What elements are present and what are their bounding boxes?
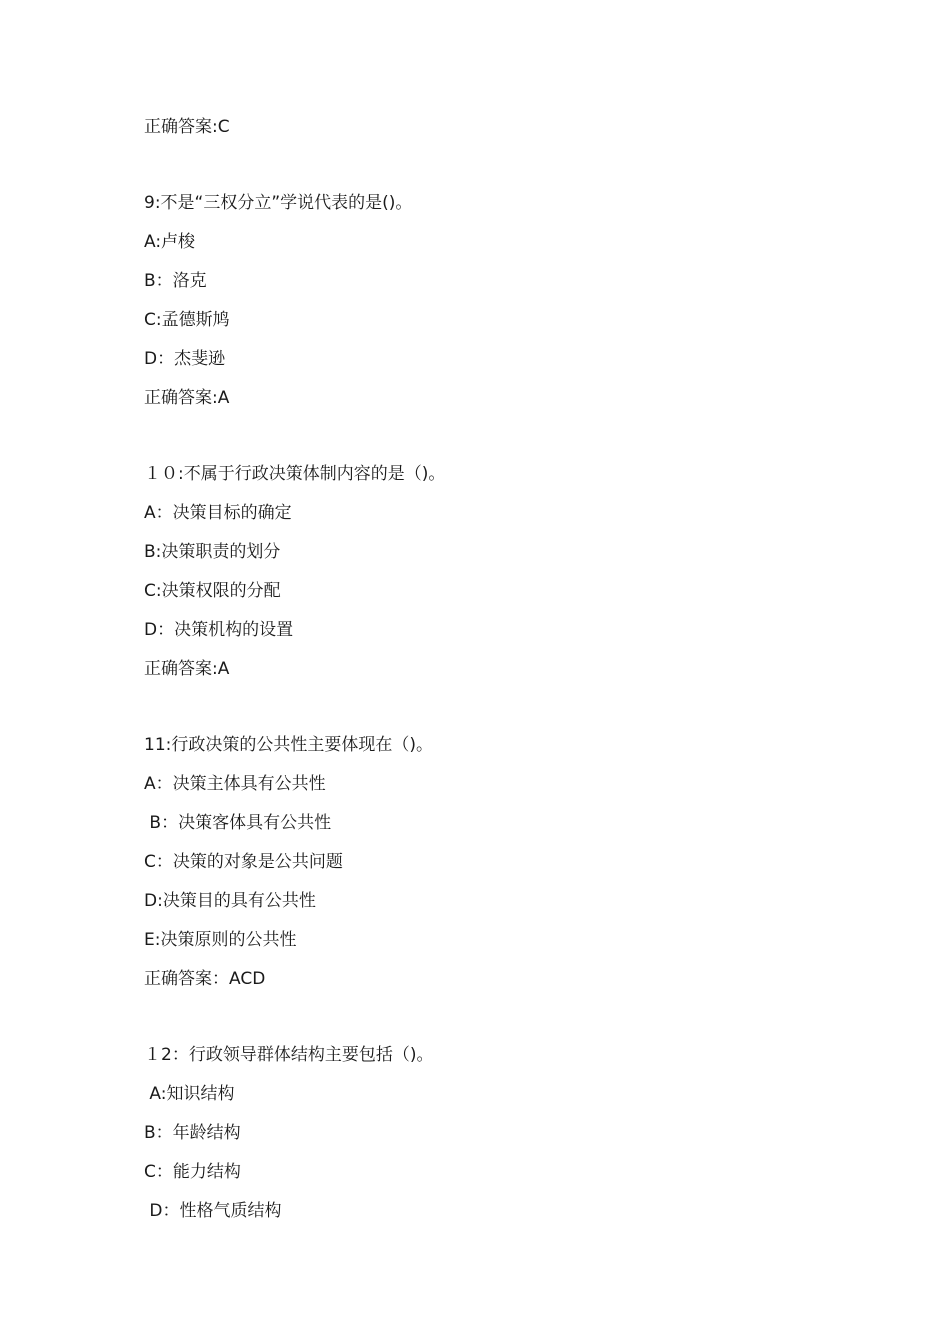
question-12-option-a: A:知识结构: [144, 1084, 235, 1104]
question-9-answer: 正确答案:A: [144, 388, 230, 408]
question-11-option-a: A：决策主体具有公共性: [144, 774, 326, 794]
question-9-option-b: B：洛克: [144, 271, 207, 291]
question-9-option-d: D：杰斐逊: [144, 349, 226, 369]
question-12-stem: １2：行政领导群体结构主要包括（)。: [144, 1045, 434, 1065]
question-10-option-d: D：决策机构的设置: [144, 620, 294, 640]
question-9-option-c: C:孟德斯鸠: [144, 310, 230, 330]
question-10-option-a: A：决策目标的确定: [144, 503, 292, 523]
question-12-option-b: B：年龄结构: [144, 1123, 241, 1143]
question-11-option-d: D:决策目的具有公共性: [144, 891, 316, 911]
question-11-answer: 正确答案：ACD: [144, 969, 266, 989]
question-10-option-c: C:决策权限的分配: [144, 581, 281, 601]
question-11-option-b: B：决策客体具有公共性: [144, 813, 332, 833]
question-11-option-e: E:决策原则的公共性: [144, 930, 297, 950]
question-10-option-b: B:决策职责的划分: [144, 542, 281, 562]
question-11-stem: 11:行政决策的公共性主要体现在（)。: [144, 735, 433, 755]
question-11-option-c: C：决策的对象是公共问题: [144, 852, 343, 872]
question-12-option-c: C：能力结构: [144, 1162, 241, 1182]
question-10-answer: 正确答案:A: [144, 659, 230, 679]
previous-answer: 正确答案:C: [144, 117, 230, 137]
question-9-stem: 9:不是“三权分立”学说代表的是()。: [144, 193, 413, 213]
question-12-option-d: D：性格气质结构: [144, 1201, 282, 1221]
question-9-option-a: A:卢梭: [144, 232, 196, 252]
question-10-stem: １０:不属于行政决策体制内容的是（)。: [144, 464, 446, 484]
